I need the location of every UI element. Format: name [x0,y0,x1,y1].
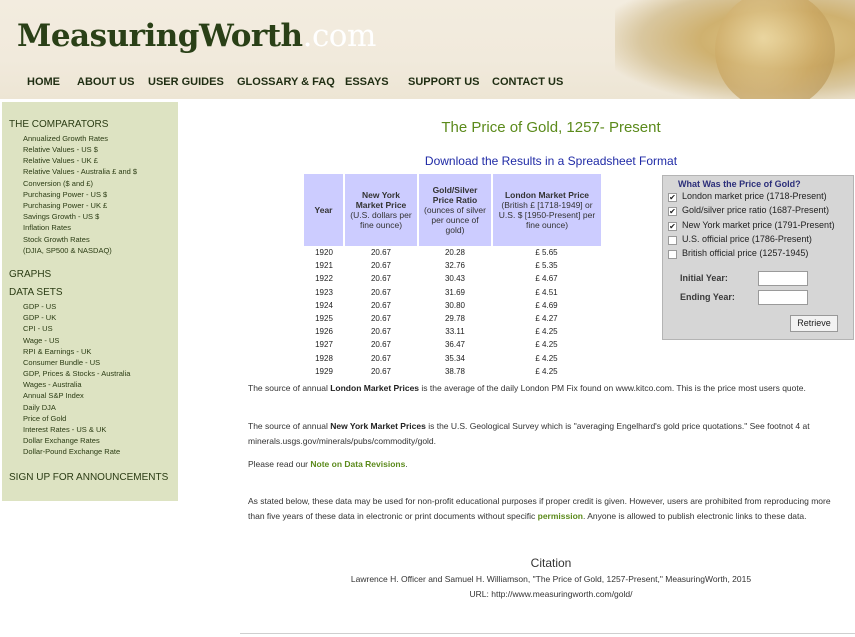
sidebar-item-gdp-us[interactable]: GDP - US [23,302,57,311]
table-row [304,338,601,351]
sidebar-item-consumer-bundle-us[interactable]: Consumer Bundle - US [23,358,101,367]
retrieve-button[interactable]: Retrieve [790,315,838,332]
sidebar-item-dollar-exchange-rates[interactable]: Dollar Exchange Rates [23,436,100,445]
cell-ratio: 30.43 [444,274,466,284]
sidebar-item-price-of-gold[interactable]: Price of Gold [23,414,67,423]
logo-main: MeasuringWorth [17,18,303,54]
cell-london-price: £ 4.27 [535,314,558,324]
cell-ny-price: 20.67 [370,314,392,324]
citation-heading: Citation [530,556,572,570]
sidebar-item-annual-sp-index[interactable]: Annual S&P Index [23,391,84,400]
cell-year: 1924 [315,300,333,310]
checkbox-label-new-york-market: New York market price (1791-Present) [682,220,835,230]
cell-year: 1923 [315,287,333,297]
table-row [304,272,601,285]
permission-link[interactable]: permission [537,511,583,521]
cell-ratio: 35.34 [444,353,466,363]
sidebar-item-stock-indices: (DJIA, SP500 & NASDAQ) [23,246,112,255]
sidebar-item-daily-dja[interactable]: Daily DJA [23,403,56,412]
cell-london-price: £ 4.25 [535,340,558,350]
cell-london-price: £ 4.25 [535,353,558,363]
sidebar-item-gdp-uk[interactable]: GDP - UK [23,313,57,322]
cell-ny-price: 20.67 [370,353,392,363]
data-revisions-link[interactable]: Note on Data Revisions [310,459,406,469]
cell-year: 1929 [315,366,333,376]
table-row [304,259,601,272]
cell-ny-price: 20.67 [370,248,392,258]
sidebar-item-relative-values-us[interactable]: Relative Values - US $ [23,145,98,154]
table-row [304,352,601,365]
logo-tld: .com [302,18,376,54]
cell-year: 1926 [315,327,333,337]
checkbox-label-british-official: British official price (1257-1945) [682,248,809,258]
cell-year: 1921 [315,261,333,271]
nav-contact-us[interactable]: CONTACT US [492,76,564,88]
cell-london-price: £ 4.51 [535,287,558,297]
checkbox-us-official[interactable] [668,236,677,245]
cell-london-price: £ 4.25 [535,366,558,376]
form-title: What Was the Price of Gold? [678,179,801,189]
cell-year: 1922 [315,274,333,284]
footer-divider [240,633,855,634]
cell-ratio: 38.78 [444,366,466,376]
citation-url: URL: http://www.measuringworth.com/gold/ [469,589,633,599]
sidebar-item-inflation-rates[interactable]: Inflation Rates [23,223,71,232]
sidebar-item-relative-values-australia[interactable]: Relative Values - Australia £ and $ [23,167,138,176]
sidebar-item-interest-rates[interactable]: Interest Rates - US & UK [23,425,107,434]
download-spreadsheet-link[interactable]: Download the Results in a Spreadsheet Format [424,154,678,168]
sidebar-heading-comparators[interactable]: THE COMPARATORS [9,119,109,130]
ending-year-label: Ending Year: [680,292,735,302]
checkbox-gold-silver-ratio[interactable]: ✔ [669,207,676,216]
checkbox-british-official[interactable] [668,250,677,259]
cell-year: 1927 [315,340,333,350]
sidebar-item-wages-australia[interactable]: Wages - Australia [23,380,82,389]
checkbox-london-market[interactable]: ✔ [669,193,676,202]
table-row [304,299,601,312]
cell-ny-price: 20.67 [370,340,392,350]
sidebar-item-gdp-prices-stocks-australia[interactable]: GDP, Prices & Stocks - Australia [23,369,131,378]
site-logo[interactable] [17,18,376,54]
sidebar-signup-link[interactable]: SIGN UP FOR ANNOUNCEMENTS [9,472,169,483]
table-row [304,325,601,338]
nav-about-us[interactable]: ABOUT US [77,76,135,88]
cell-london-price: £ 4.69 [535,300,558,310]
nav-essays[interactable]: ESSAYS [345,76,389,88]
table-row [304,365,601,378]
nav-support-us[interactable]: SUPPORT US [408,76,480,88]
site-header [0,0,855,99]
sidebar-heading-data-sets[interactable]: DATA SETS [9,287,63,298]
price-query-form [662,175,854,340]
column-header-new-york-price: New York Market Price (U.S. dollars per fine ounce) [344,174,418,246]
checkbox-new-york-market[interactable]: ✔ [669,222,676,231]
table-row [304,312,601,325]
column-header-year: Year [304,174,344,246]
table-row [304,286,601,299]
cell-ratio: 20.28 [444,248,466,258]
column-header-london-price: London Market Price (British £ [1718-1949] or U.S. $ [1950-Present] per fine ounce) [492,174,601,246]
citation-text: Lawrence H. Officer and Samuel H. Williamson, "The Price of Gold, 1257-Present," MeasuringWorth, 2015 [350,574,752,584]
sidebar-item-cpi-us[interactable]: CPI - US [23,324,53,333]
cell-ny-price: 20.67 [370,261,392,271]
initial-year-label: Initial Year: [680,273,728,283]
cell-ratio: 36.47 [444,340,466,350]
sidebar-item-purchasing-power-uk[interactable]: Purchasing Power - UK £ [23,201,108,210]
note-usage-terms: As stated below, these data may be used for non-profit educational purposes if proper credit is given. However, users are prohibited from reproducing more than five years of these data in electronic or print documents without specific permission. Anyone is allowed to publish electronic links to these data. [248,496,831,521]
sidebar-item-wage-us[interactable]: Wage - US [23,336,60,345]
header-banner-image [615,0,855,99]
checkbox-label-gold-silver-ratio: Gold/silver price ratio (1687-Present) [682,205,830,215]
checkbox-label-us-official: U.S. official price (1786-Present) [682,234,812,244]
page-title: The Price of Gold, 1257- Present [441,119,661,136]
cell-london-price: £ 4.67 [535,274,558,284]
nav-user-guides[interactable]: USER GUIDES [148,76,224,88]
sidebar-item-conversion[interactable]: Conversion ($ and £) [23,179,94,188]
sidebar-item-purchasing-power-us[interactable]: Purchasing Power - US $ [23,190,108,199]
sidebar-item-stock-growth-rates[interactable]: Stock Growth Rates [23,235,90,244]
cell-london-price: £ 4.25 [535,327,558,337]
sidebar [2,102,178,501]
initial-year-input[interactable] [758,271,808,286]
cell-ny-price: 20.67 [370,366,392,376]
gold-price-table [304,174,601,378]
sidebar-item-annualized-growth[interactable]: Annualized Growth Rates [23,134,109,143]
cell-ny-price: 20.67 [370,300,392,310]
note-new-york-source: The source of annual New York Market Prices is the U.S. Geological Survey which is "averaging Engelhard's gold price quotations." See footnot 4 at minerals.usgs.gov/minerals/pubs/commodity/gold. [248,421,810,446]
cell-ratio: 33.11 [445,327,465,337]
cell-ny-price: 20.67 [370,274,392,284]
sidebar-heading-graphs[interactable]: GRAPHS [9,269,52,280]
cell-ny-price: 20.67 [370,327,392,337]
cell-ny-price: 20.67 [370,287,392,297]
sidebar-item-savings-growth[interactable]: Savings Growth - US $ [23,212,100,221]
sidebar-item-relative-values-uk[interactable]: Relative Values - UK £ [23,156,98,165]
cell-year: 1928 [315,353,333,363]
sidebar-item-rpi-earnings-uk[interactable]: RPI & Earnings - UK [23,347,92,356]
checkbox-label-london-market: London market price (1718-Present) [682,191,827,201]
cell-ratio: 29.78 [444,314,466,324]
cell-ratio: 31.69 [444,287,466,297]
cell-ratio: 30.80 [444,300,466,310]
nav-home[interactable]: HOME [27,76,60,88]
cell-ratio: 32.76 [444,261,466,271]
cell-year: 1925 [315,314,333,324]
note-london-source: The source of annual London Market Prices is the average of the daily London PM Fix found on www.kitco.com. This is the price most users quote. [248,383,806,393]
column-header-gold-silver-ratio: Gold/Silver Price Ratio (ounces of silver per ounce of gold) [418,174,492,246]
note-revisions: Please read our Note on Data Revisions. [248,459,408,469]
cell-london-price: £ 5.35 [535,261,558,271]
cell-year: 1920 [315,248,333,258]
sidebar-item-dollar-pound-exchange[interactable]: Dollar-Pound Exchange Rate [23,447,121,456]
cell-london-price: £ 5.65 [535,248,558,258]
table-row [304,246,601,259]
ending-year-input[interactable] [758,290,808,305]
nav-glossary-faq[interactable]: GLOSSARY & FAQ [237,76,335,88]
